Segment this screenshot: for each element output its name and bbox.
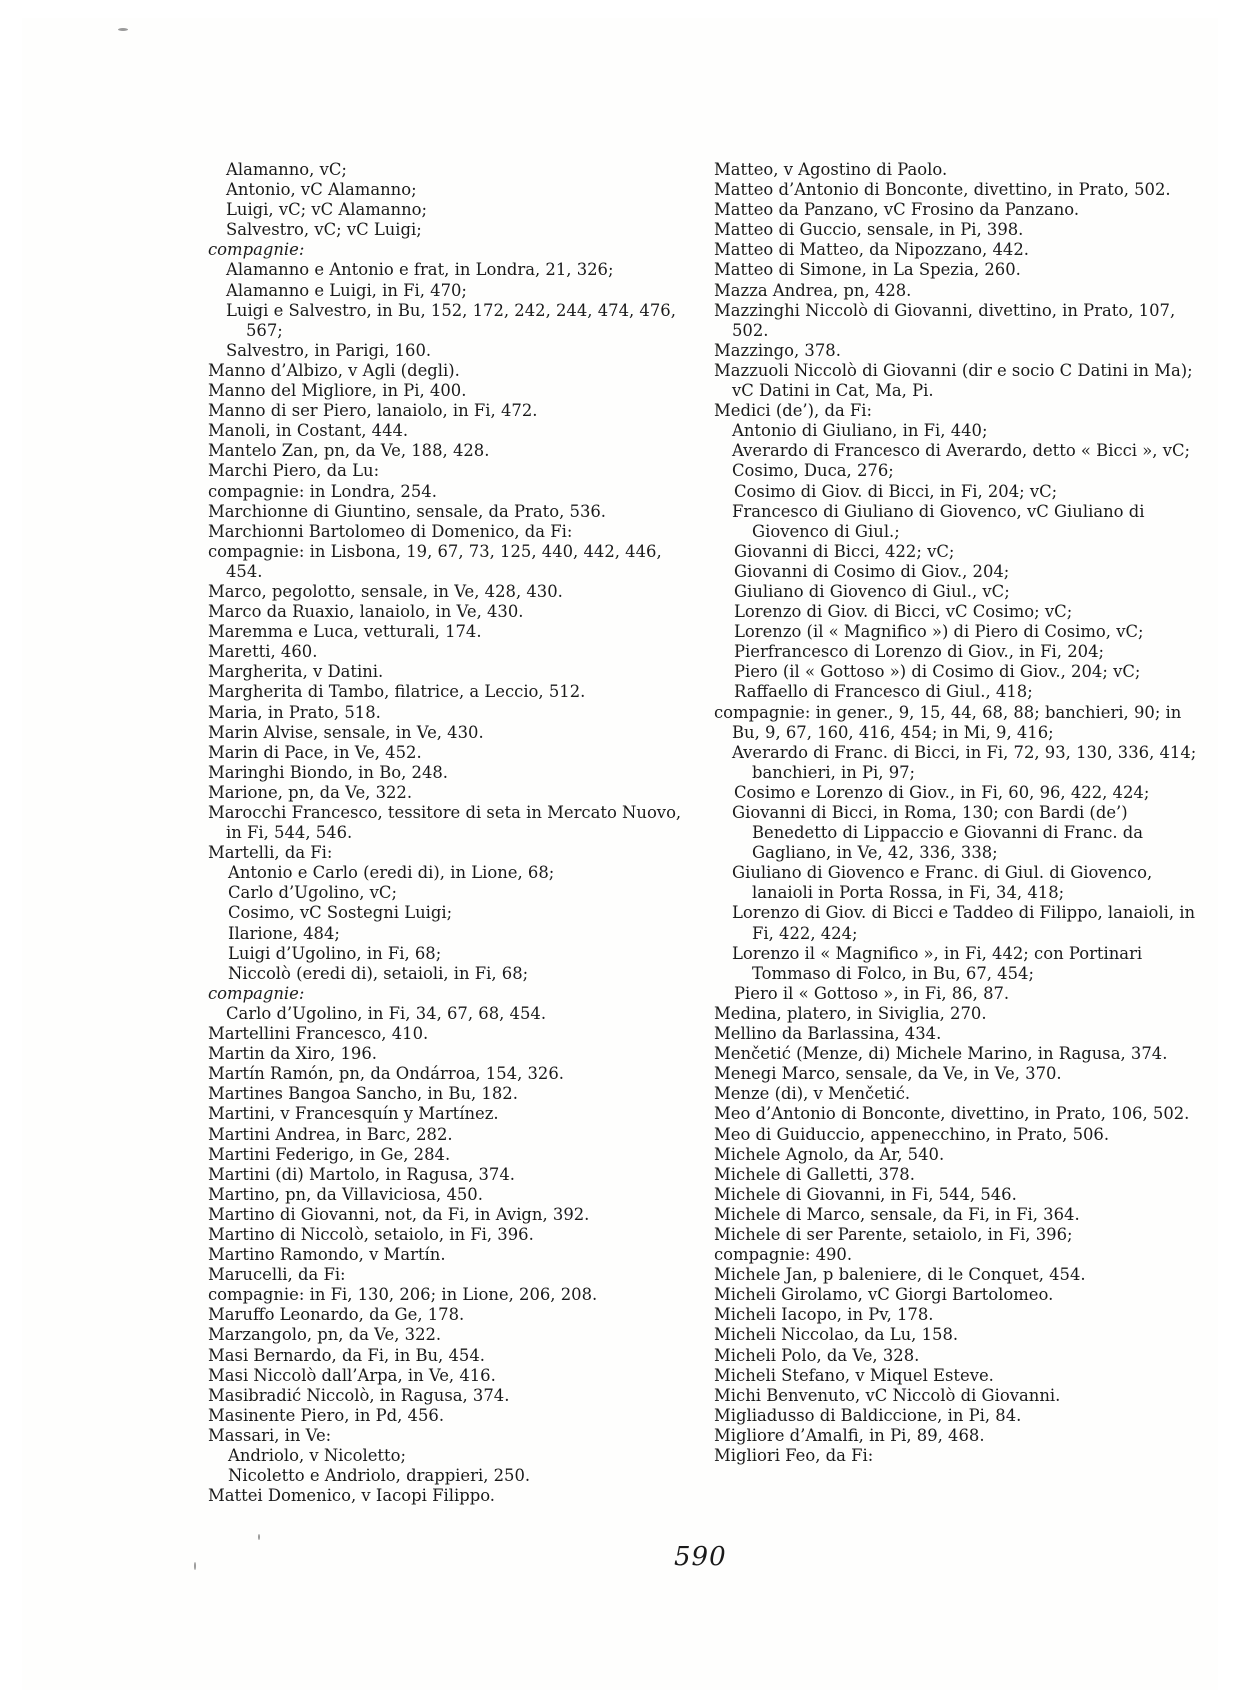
- index-entry: Averardo di Francesco di Averardo, detto « Bicci », vC;: [732, 441, 1191, 461]
- index-entry: Marchi Piero, da Lu:: [208, 461, 380, 481]
- index-entry: Lorenzo di Giov. di Bicci, vC Cosimo; vC;: [734, 602, 1073, 622]
- index-entry: Maremma e Luca, vetturali, 174.: [208, 622, 482, 642]
- index-entry: Niccolò (eredi di), setaioli, in Fi, 68;: [228, 963, 529, 983]
- index-entry: Medici (de’), da Fi:: [714, 401, 873, 421]
- index-entry: Migliori Feo, da Fi:: [714, 1446, 874, 1465]
- index-entry: Marco, pegolotto, sensale, in Ve, 428, 430.: [208, 581, 563, 601]
- index-entry: Alamanno e Antonio e frat, in Londra, 21, 326;: [226, 260, 614, 280]
- index-entry: Martelli, da Fi:: [208, 843, 333, 863]
- index-entry: compagnie:: [208, 240, 305, 260]
- index-entry: Marco da Ruaxio, lanaiolo, in Ve, 430.: [208, 602, 524, 622]
- index-entry: Giuliano di Giovenco e Franc. di Giul. di Giovenco, lanaioli in Porta Rossa, in Fi, 34, 418;: [732, 863, 1158, 903]
- index-entry: Migliadusso di Baldiccione, in Pi, 84.: [714, 1405, 1022, 1425]
- index-entry: Martino, pn, da Villaviciosa, 450.: [208, 1184, 483, 1204]
- index-entry: Martines Bangoa Sancho, in Bu, 182.: [208, 1084, 518, 1104]
- index-entry: Martín Ramón, pn, da Ondárroa, 154, 326.: [208, 1064, 564, 1084]
- index-entry: Masinente Piero, in Pd, 456.: [208, 1405, 445, 1425]
- index-entry: Cosimo e Lorenzo di Giov., in Fi, 60, 96, 422, 424;: [734, 782, 1150, 802]
- index-entry: Marchionne di Giuntino, sensale, da Prato, 536.: [208, 501, 607, 521]
- index-entry: Francesco di Giuliano di Giovenco, vC Giuliano di Giovenco di Giul.;: [732, 501, 1150, 541]
- index-entry: Mattei Domenico, v Iacopi Filippo.: [208, 1486, 495, 1506]
- index-entry: Nicoletto e Andriolo, drappieri, 250.: [228, 1466, 531, 1486]
- index-entry: Margherita, v Datini.: [208, 662, 384, 682]
- index-entry: compagnie: in Lisbona, 19, 67, 73, 125, 440, 442, 446, 454.: [208, 541, 667, 581]
- index-entry: Michele di Galletti, 378.: [714, 1164, 915, 1184]
- index-entry: Mantelo Zan, pn, da Ve, 188, 428.: [208, 441, 490, 461]
- index-entry: Manno d’Albizo, v Agli (degli).: [208, 360, 460, 380]
- index-entry: Martino di Niccolò, setaiolo, in Fi, 396.: [208, 1224, 534, 1244]
- index-entry: Mazza Andrea, pn, 428.: [714, 280, 912, 300]
- index-entry: Salvestro, in Parigi, 160.: [226, 340, 432, 360]
- index-entry: Alamanno e Luigi, in Fi, 470;: [226, 280, 467, 300]
- index-entry: Matteo di Simone, in La Spezia, 260.: [714, 260, 1021, 280]
- index-entry: Cosimo di Giov. di Bicci, in Fi, 204; vC;: [734, 481, 1058, 501]
- index-entry: Cosimo, Duca, 276;: [732, 461, 894, 481]
- index-entry: Salvestro, vC; vC Luigi;: [226, 220, 422, 240]
- index-entry: Medina, platero, in Siviglia, 270.: [714, 1003, 987, 1023]
- index-entry: Michele Agnolo, da Ar, 540.: [714, 1144, 945, 1164]
- index-entry: Piero il « Gottoso », in Fi, 86, 87.: [734, 983, 1010, 1003]
- index-entry: Antonio e Carlo (eredi di), in Lione, 68;: [228, 863, 555, 883]
- index-entry: Matteo da Panzano, vC Frosino da Panzano.: [714, 200, 1080, 220]
- index-entry: Manno del Migliore, in Pi, 400.: [208, 381, 467, 401]
- index-entry: Maria, in Prato, 518.: [208, 702, 381, 722]
- index-entry: compagnie: 490.: [714, 1245, 853, 1265]
- index-entry: compagnie: in Fi, 130, 206; in Lione, 206, 208.: [208, 1285, 598, 1305]
- index-entry: Giovanni di Bicci, 422; vC;: [734, 541, 955, 561]
- index-entry: Manno di ser Piero, lanaiolo, in Fi, 472.: [208, 401, 538, 421]
- index-entry: compagnie: in Londra, 254.: [208, 481, 437, 501]
- index-entry: Martellini Francesco, 410.: [208, 1024, 429, 1044]
- index-entry: compagnie:: [208, 983, 305, 1003]
- index-entry: Carlo d’Ugolino, in Fi, 34, 67, 68, 454.: [226, 1003, 547, 1023]
- index-entry: Martin da Xiro, 196.: [208, 1044, 377, 1064]
- index-entry: Michi Benvenuto, vC Niccolò di Giovanni.: [714, 1385, 1061, 1405]
- index-entry: Micheli Polo, da Ve, 328.: [714, 1345, 920, 1365]
- index-entry: Marucelli, da Fi:: [208, 1265, 346, 1285]
- index-entry: Marocchi Francesco, tessitore di seta in Mercato Nuovo, in Fi, 544, 546.: [208, 803, 687, 843]
- index-entry: Meo d’Antonio di Bonconte, divettino, in Prato, 106, 502.: [714, 1104, 1190, 1124]
- index-entry: Marione, pn, da Ve, 322.: [208, 782, 413, 802]
- index-entry: compagnie: in gener., 9, 15, 44, 68, 88; banchieri, 90; in Bu, 9, 67, 160, 416, 454; in Mi, 9, 416;: [714, 702, 1187, 742]
- index-entry: Giuliano di Giovenco di Giul., vC;: [734, 581, 1010, 601]
- index-entry: Masibradić Niccolò, in Ragusa, 374.: [208, 1385, 510, 1405]
- index-entry: Andriolo, v Nicoletto;: [228, 1446, 406, 1465]
- scan-speck: [118, 28, 128, 31]
- index-entry: Averardo di Franc. di Bicci, in Fi, 72, 93, 130, 336, 414; banchieri, in Pi, 97;: [732, 742, 1202, 782]
- index-entry: Manoli, in Costant, 444.: [208, 421, 409, 441]
- index-entry: Margherita di Tambo, filatrice, a Leccio, 512.: [208, 682, 586, 702]
- index-entry: Piero (il « Gottoso ») di Cosimo di Giov., 204; vC;: [734, 662, 1141, 682]
- index-entry: Matteo di Matteo, da Nipozzano, 442.: [714, 240, 1029, 260]
- index-entry: Marzangolo, pn, da Ve, 322.: [208, 1325, 442, 1345]
- index-entry: Maretti, 460.: [208, 642, 318, 662]
- index-entry: Martino Ramondo, v Martín.: [208, 1245, 446, 1265]
- page-number: 590: [674, 1542, 727, 1572]
- index-entry: Cosimo, vC Sostegni Luigi;: [228, 903, 453, 923]
- index-entry: Mazzinghi Niccolò di Giovanni, divettino, in Prato, 107, 502.: [714, 300, 1181, 340]
- index-entry: Matteo, v Agostino di Paolo.: [714, 160, 948, 179]
- index-entry: Micheli Niccolao, da Lu, 158.: [714, 1325, 959, 1345]
- index-entry: Maringhi Biondo, in Bo, 248.: [208, 762, 449, 782]
- index-entry: Michele di Giovanni, in Fi, 544, 546.: [714, 1184, 1017, 1204]
- index-entry: Ilarione, 484;: [228, 923, 340, 943]
- index-entry: Marin di Pace, in Ve, 452.: [208, 742, 422, 762]
- index-entry: Michele Jan, p baleniere, di le Conquet, 454.: [714, 1265, 1086, 1285]
- index-entry: Masi Niccolò dall’Arpa, in Ve, 416.: [208, 1365, 496, 1385]
- index-entry: Mazzingo, 378.: [714, 340, 841, 360]
- index-entry: Antonio, vC Alamanno;: [226, 180, 417, 200]
- index-entry: Martino di Giovanni, not, da Fi, in Avign, 392.: [208, 1204, 590, 1224]
- index-entry: Martini Federigo, in Ge, 284.: [208, 1144, 451, 1164]
- index-entry: Menze (di), v Menčetić.: [714, 1084, 911, 1104]
- index-entry: Carlo d’Ugolino, vC;: [228, 883, 397, 903]
- index-entry: Lorenzo (il « Magnifico ») di Piero di Cosimo, vC;: [734, 622, 1144, 642]
- index-entry: Masi Bernardo, da Fi, in Bu, 454.: [208, 1345, 485, 1365]
- index-entry: Luigi, vC; vC Alamanno;: [226, 200, 428, 220]
- page: [22, 18, 1218, 1690]
- index-entry: Giovanni di Cosimo di Giov., 204;: [734, 561, 1010, 581]
- index-entry: Martini Andrea, in Barc, 282.: [208, 1124, 453, 1144]
- index-entry: Martini (di) Martolo, in Ragusa, 374.: [208, 1164, 515, 1184]
- index-entry: Matteo d’Antonio di Bonconte, divettino, in Prato, 502.: [714, 180, 1171, 200]
- index-entry: Maruffo Leonardo, da Ge, 178.: [208, 1305, 465, 1325]
- index-entry: Michele di ser Parente, setaiolo, in Fi, 396;: [714, 1224, 1073, 1244]
- index-entry: Pierfrancesco di Lorenzo di Giov., in Fi, 204;: [734, 642, 1105, 662]
- index-entry: Lorenzo il « Magnifico », in Fi, 442; con Portinari Tommaso di Folco, in Bu, 67, 454;: [732, 943, 1148, 983]
- index-entry: Michele di Marco, sensale, da Fi, in Fi, 364.: [714, 1204, 1080, 1224]
- index-entry: Mazzuoli Niccolò di Giovanni (dir e socio C Datini in Ma); vC Datini in Cat, Ma, Pi.: [714, 360, 1198, 401]
- index-entry: Alamanno, vC;: [226, 160, 347, 179]
- index-entry: Luigi d’Ugolino, in Fi, 68;: [228, 943, 442, 963]
- index-entry: Menegi Marco, sensale, da Ve, in Ve, 370.: [714, 1064, 1062, 1084]
- index-entry: Martini, v Francesquín y Martínez.: [208, 1104, 499, 1124]
- index-entry: Migliore d’Amalfi, in Pi, 89, 468.: [714, 1425, 985, 1445]
- index-entry: Mellino da Barlassina, 434.: [714, 1024, 942, 1044]
- index-entry: Matteo di Guccio, sensale, in Pi, 398.: [714, 220, 1024, 240]
- index-entry: Micheli Iacopo, in Pv, 178.: [714, 1305, 934, 1325]
- index-entry: Meo di Guiduccio, appenecchino, in Prato, 506.: [714, 1124, 1110, 1144]
- index-entry: Micheli Girolamo, vC Giorgi Bartolomeo.: [714, 1285, 1054, 1305]
- index-entry: Lorenzo di Giov. di Bicci e Taddeo di Filippo, lanaioli, in Fi, 422, 424;: [732, 903, 1201, 943]
- index-entry: Massari, in Ve:: [208, 1425, 332, 1445]
- index-entry: Raffaello di Francesco di Giul., 418;: [734, 682, 1033, 702]
- index-entry: Marchionni Bartolomeo di Domenico, da Fi:: [208, 521, 573, 541]
- index-entry: Menčetić (Menze, di) Michele Marino, in Ragusa, 374.: [714, 1044, 1168, 1064]
- index-column-right: [714, 160, 1204, 1466]
- index-entry: Luigi e Salvestro, in Bu, 152, 172, 242, 244, 474, 476, 567;: [226, 300, 682, 340]
- index-entry: Marin Alvise, sensale, in Ve, 430.: [208, 722, 484, 742]
- index-entry: Micheli Stefano, v Miquel Esteve.: [714, 1365, 994, 1385]
- scan-speck: [258, 1534, 260, 1540]
- index-entry: Giovanni di Bicci, in Roma, 130; con Bardi (de’) Benedetto di Lippaccio e Giovanni di Franc. da Gagliano, in Ve, 42, 336, 338;: [732, 803, 1149, 863]
- index-column-left: [208, 160, 698, 1506]
- index-entry: Antonio di Giuliano, in Fi, 440;: [732, 421, 988, 441]
- scan-speck: [194, 1562, 196, 1570]
